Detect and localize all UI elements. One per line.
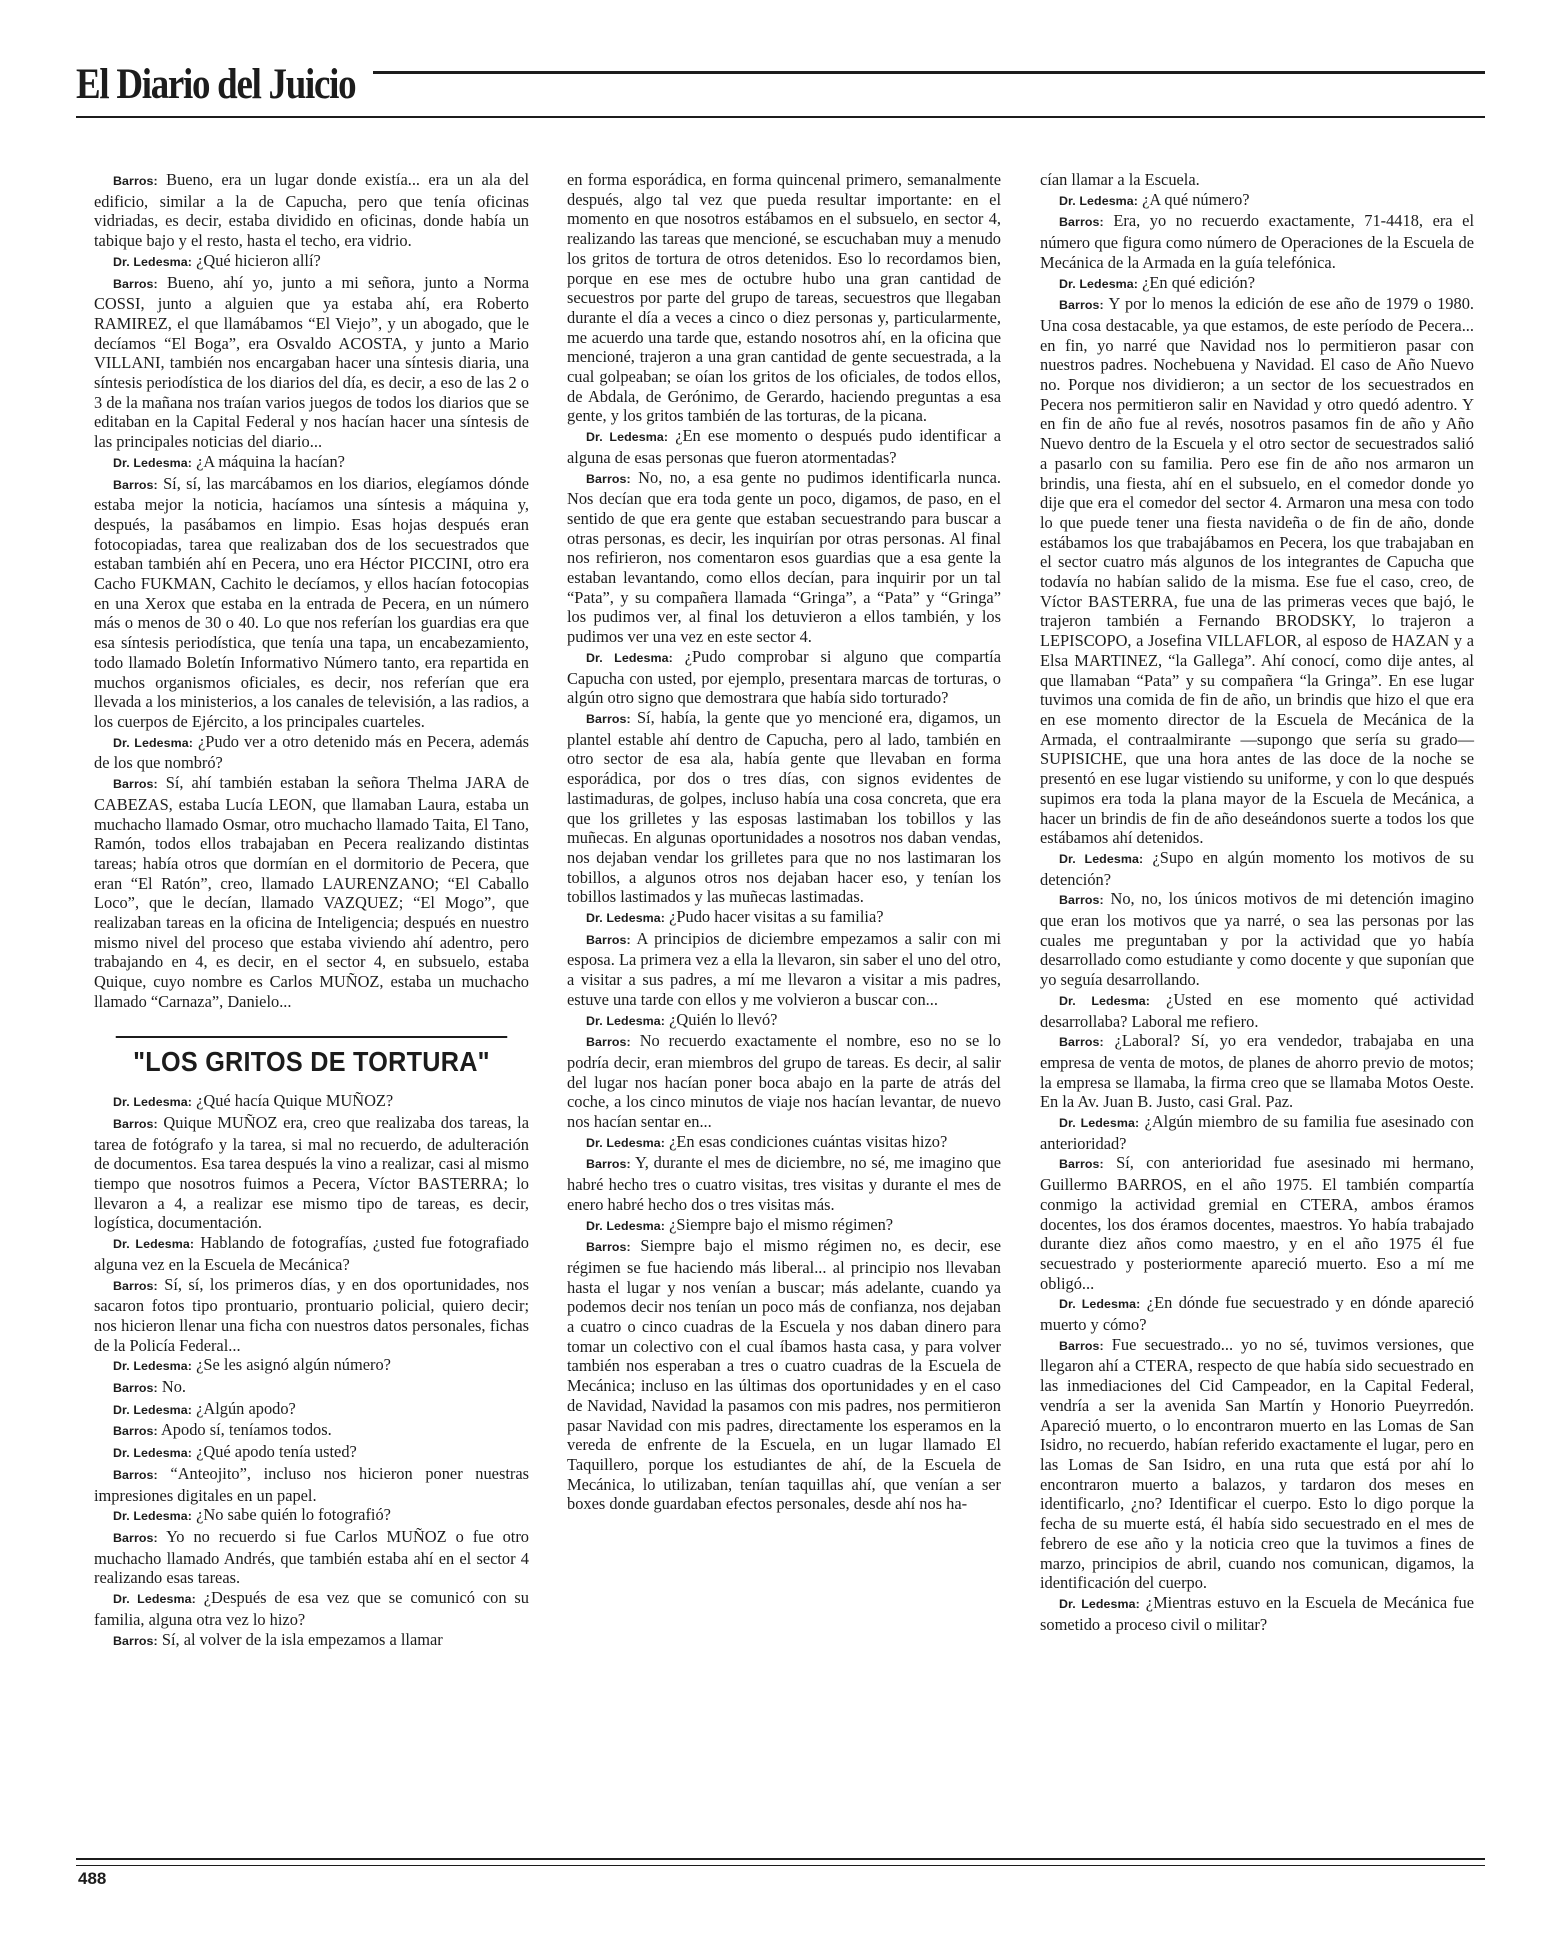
paragraph-text: Yo no recuerdo si fue Carlos MUÑOZ o fue otro muchacho llamado Andrés, que también estaba ahí en el sector 4 realizando esas tareas. [94, 1527, 529, 1588]
masthead-underline [76, 116, 1485, 118]
speaker-label: Dr. Ledesma: [586, 1013, 666, 1028]
speaker-label: Dr. Ledesma: [113, 1095, 193, 1110]
paragraph [567, 929, 1001, 1010]
paragraph [94, 1377, 529, 1399]
paragraph-text: ¿Usted en ese momento qué actividad desarrollaba? Laboral me refiero. [1040, 989, 1474, 1031]
speaker-label: Barros: [1059, 215, 1104, 230]
speaker-label: Dr. Ledesma: [1059, 1596, 1140, 1611]
paragraph-text: Sí, había, la gente que yo mencioné era, digamos, un plantel estable ahí dentro de Capucha, pero al lado, también en otro sector de esa ala, había gente que llevaban en forma esporádica, por dos o tres días, con signos evidentes de lastimaduras, de golpes, incluso había una cosa concreta, que era que los grilletes y las esposas lastimaban los tobillos y las muñecas. En algunas oportunidades a nosotros nos daban vendas, nos dejaban vendar los grilletes para que no nos lastimaran los tobillos, a algunos otros nos dejaban hacer eso, y tenían los tobillos lastimados y las muñecas lastimadas. [567, 707, 1001, 907]
column-3 [1040, 170, 1474, 1634]
speaker-label: Barros: [586, 932, 631, 947]
paragraph [94, 273, 529, 452]
paragraph-text: ¿Pudo ver a otro detenido más en Pecera, además de los que nombró? [94, 731, 529, 773]
paragraph-text: Sí, sí, las marcábamos en los diarios, elegíamos dónde estaba mejor la noticia, hacíamos una síntesis a máquina y, después, la pasábamos en limpio. Esas hojas después eran fotocopiadas, tarea que realizaban dos de los secuestrados que estaban también ahí en Pecera, uno era Héctor PICCINI, otro era Cacho FUKMAN, Cachito le decíamos, y ellos hacían fotocopias en una Xerox que estaba en la entrada de Pecera, en un número más o menos de 30 o 40. Lo que nos referían los guardias era que esa síntesis periodística, que tenía una tapa, un encabezamiento, todo llamado Boletín Informativo Número tanto, era repartida en muchos organismos oficiales, es decir, nos referían que era llevada a los ministerios, a los canales de televisión, a las radios, a los cuerpos de Ejército, a los principales cuarteles. [94, 473, 529, 731]
paragraph [94, 1399, 529, 1421]
paragraph-text: ¿En qué edición? [1138, 272, 1255, 292]
speaker-label: Dr. Ledesma: [113, 1359, 193, 1374]
speaker-label: Dr. Ledesma: [113, 455, 193, 470]
paragraph-text: ¿No sabe quién lo fotografió? [192, 1505, 391, 1525]
paragraph-text: ¿Algún apodo? [192, 1398, 296, 1418]
paragraph [567, 1031, 1001, 1132]
paragraph [94, 1505, 529, 1527]
paragraph [1040, 294, 1474, 848]
speaker-label: Barros: [113, 276, 158, 291]
column-1 [94, 170, 529, 1651]
paragraph [1040, 273, 1474, 295]
paragraph-text: ¿Mientras estuvo en la Escuela de Mecánica fue sometido a proceso civil o militar? [1040, 1592, 1474, 1634]
paragraph [94, 1464, 529, 1505]
speaker-label: Barros: [113, 777, 158, 792]
paragraph [1040, 889, 1474, 990]
paragraph [567, 426, 1001, 467]
paragraph [1040, 848, 1474, 889]
paragraph [567, 468, 1001, 647]
paragraph [94, 1113, 529, 1233]
speaker-label: Dr. Ledesma: [586, 1218, 666, 1233]
speaker-label: Barros: [113, 477, 158, 492]
speaker-label: Dr. Ledesma: [1059, 993, 1150, 1008]
paragraph-text: Bueno, ahí yo, junto a mi señora, junto a Norma COSSI, junto a alguien que ya estaba ahí, era Roberto RAMIREZ, el que llamábamos “El Viejo”, y un abogado, que le decíamos “El Boga”, era Osvaldo ACOSTA, y junto a Mario VILLANI, también nos encargaban hacer una síntesis diaria, una síntesis periodística de los diarios del día, es decir, a eso de las 2 o 3 de la mañana nos traían varios juegos de todos los diarios que se editaban en la Capital Federal y nos hacían hacer una síntesis de las principales noticias del diario... [94, 272, 529, 452]
speaker-label: Dr. Ledesma: [113, 1402, 193, 1417]
paragraph [94, 1588, 529, 1629]
paragraph [94, 1275, 529, 1356]
paragraph-text: ¿Pudo hacer visitas a su familia? [665, 907, 884, 927]
paragraph [1040, 1335, 1474, 1593]
speaker-label: Dr. Ledesma: [1059, 193, 1139, 208]
paragraph [1040, 1031, 1474, 1112]
paragraph-text: Quique MUÑOZ era, creo que realizaba dos tareas, la tarea de fotógrafo y la tarea, si mal no recuerdo, de adulteración de documentos. Esa tarea después la vino a realizar, casi al mismo tiempo que nosotros fuimos a Pecera, Víctor BASTERRA; lo llevaron a 4, a realizar ese mismo tipo de tareas, es decir, logística, documentación. [94, 1112, 529, 1233]
speaker-label: Dr. Ledesma: [113, 254, 193, 269]
paragraph [1040, 1153, 1474, 1293]
paragraph-continued: en forma esporádica, en forma quincenal primero, semanalmente después, algo tal vez que pueda resultar importante: en el momento en que nosotros estábamos en el subsuelo, en sector 4, realizando las tareas que mencioné, se escuchaban muy a menudo los gritos de tortura de otros detenidos. Eso lo recordamos bien, porque en ese mes de octubre hubo una gran cantidad de secuestros por parte del grupo de tareas, secuestros que llegaban durante el día a veces a cinco o diez personas y, particularmente, me acuerdo una tarde que, estando nosotros ahí, en la oficina que mencioné, trajeron a una gran cantidad de gente secuestrada, a la cual golpeaban; se oían los gritos de los oficiales, de todos ellos, de Abdala, de Gerónimo, de Gerardo, haciendo preguntas a esa gente, y los gritos también de las torturas, de la picana. [567, 170, 1001, 426]
paragraph [94, 474, 529, 732]
speaker-label: Dr. Ledesma: [1059, 851, 1144, 866]
paragraph [94, 452, 529, 474]
speaker-label: Dr. Ledesma: [586, 911, 666, 926]
speaker-label: Barros: [113, 1467, 158, 1482]
paragraph-text: ¿Quién lo llevó? [665, 1009, 778, 1029]
paragraph [94, 773, 529, 1011]
speaker-label: Barros: [113, 1424, 158, 1439]
speaker-label: Barros: [586, 711, 631, 726]
masthead-title: El Diario del Juicio [76, 61, 356, 108]
masthead-rule [373, 71, 1485, 74]
paragraph-text: Fue secuestrado... yo no sé, tuvimos versiones, que llegaron ahí a CTERA, respecto de que había sido secuestrado en las inmediaciones del Cid Campeador, en la Capital Federal, vendría a ser la avenida San Martín y Honorio Pueyrredón. Apareció muerto, o lo encontraron muerto en las Lomas de San Isidro, no recuerdo, habían referido exactamente el lugar, pero en las Lomas de San Isidro, en una ruta que está por ahí lo encontraron muerto a balazos, y tardaron dos meses en identificarlo, ¿no? Identificar el cuerpo. Esto lo digo porque la fecha de su muerte está, él había sido secuestrado en el mes de febrero de ese año y la noticia creo que la tuvimos a fines de marzo, principios de abril, cuando nos comunican, digamos, la identificación del cuerpo. [1040, 1334, 1474, 1593]
speaker-label: Barros: [113, 1278, 158, 1293]
speaker-label: Barros: [1059, 1338, 1104, 1353]
speaker-label: Dr. Ledesma: [113, 1592, 196, 1607]
paragraph-text: Hablando de fotografías, ¿usted fue fotografiado alguna vez en la Escuela de Mecánica? [94, 1233, 529, 1274]
paragraph [1040, 1293, 1474, 1334]
speaker-label: Dr. Ledesma: [113, 1446, 193, 1461]
paragraph [94, 1420, 529, 1442]
paragraph-text: “Anteojito”, incluso nos hicieron poner nuestras impresiones digitales en un papel. [94, 1463, 529, 1505]
paragraph-text: ¿A máquina la hacían? [192, 451, 345, 471]
speaker-label: Barros: [113, 1633, 158, 1648]
paragraph [94, 1233, 529, 1274]
speaker-label: Barros: [586, 471, 631, 486]
footer-rule [76, 1858, 1485, 1866]
speaker-label: Dr. Ledesma: [586, 1135, 666, 1150]
paragraph-text: ¿Siempre bajo el mismo régimen? [665, 1214, 894, 1234]
speaker-label: Barros: [113, 1381, 158, 1396]
paragraph-text: ¿Laboral? Sí, yo era vendedor, trabajaba en una empresa de venta de motos, de planes de ahorro previo de motos; la empresa se llamaba, la firma creo que se llamaba Motos Oeste. En la Av. Juan B. Justo, casi Gral. Paz. [1040, 1031, 1474, 1112]
paragraph-text: Sí, con anterioridad fue asesinado mi hermano, Guillermo BARROS, en el año 1975. El también compartía conmigo la actividad gremial en CTERA, ambos éramos docentes, los dos éramos docentes, maestros. Yo había trabajado durante diez años como maestro, y en el año 1975 él fue secuestrado y posteriormente apareció muerto. Eso a mí me obligó... [1040, 1153, 1474, 1293]
speaker-label: Dr. Ledesma: [113, 1237, 195, 1252]
paragraph-text: No recuerdo exactamente el nombre, eso no se lo podría decir, eran miembros del grupo de tareas. Es decir, al salir del lugar nos hacían poner boca abajo en la parte de atrás del coche, a los cinco minutos de viaje nos hacían levantar, de nuevo nos hacían sentar en... [567, 1031, 1001, 1132]
column-2 [567, 170, 1001, 1514]
paragraph [567, 708, 1001, 907]
speaker-label: Barros: [1059, 298, 1104, 313]
speaker-label: Barros: [113, 1531, 158, 1545]
paragraph [567, 647, 1001, 708]
paragraph-text: ¿Supo en algún momento los motivos de su detención? [1040, 847, 1474, 889]
speaker-label: Barros: [586, 1157, 631, 1172]
paragraph-text: ¿A qué número? [1138, 189, 1250, 209]
paragraph-text: ¿En ese momento o después pudo identificar a alguna de esas personas que fueron atormentadas? [567, 426, 1001, 467]
paragraph [567, 1215, 1001, 1237]
paragraph [567, 907, 1001, 929]
paragraph [94, 251, 529, 273]
paragraph-text: Y, durante el mes de diciembre, no sé, me imagino que habré hecho tres o cuatro visitas, tres visitas y durante el mes de enero habré hecho dos o tres visitas más. [567, 1153, 1001, 1214]
speaker-label: Dr. Ledesma: [113, 1509, 193, 1524]
masthead [76, 58, 1485, 128]
paragraph-text: Sí, al volver de la isla empezamos a llamar [157, 1629, 443, 1649]
paragraph-text: Era, yo no recuerdo exactamente, 71-4418, era el número que figura como número de Operaciones de la Escuela de Mecánica de la Armada en la guía telefónica. [1040, 211, 1474, 272]
paragraph [94, 1355, 529, 1377]
paragraph-text: ¿Qué hicieron allí? [192, 250, 321, 270]
paragraph-text: ¿Después de esa vez que se comunicó con su familia, alguna otra vez lo hizo? [94, 1588, 529, 1629]
paragraph-text: ¿Qué hacía Quique MUÑOZ? [192, 1091, 394, 1111]
speaker-label: Dr. Ledesma: [586, 430, 669, 445]
paragraph [1040, 190, 1474, 212]
paragraph [94, 1630, 529, 1652]
speaker-label: Barros: [1059, 1157, 1104, 1172]
speaker-label: Dr. Ledesma: [1059, 276, 1139, 291]
paragraph-continued: cían llamar a la Escuela. [1040, 170, 1200, 189]
paragraph-text: Bueno, era un lugar donde existía... era un ala del edificio, similar a la de Capucha, pero que tenía oficinas vidriadas, es decir, estaba dividido en oficinas, donde había un tabique bajo y el resto, hasta el techo, era vidrio. [94, 170, 529, 251]
paragraph [567, 1010, 1001, 1032]
paragraph [567, 1132, 1001, 1154]
paragraph [567, 1236, 1001, 1514]
paragraph-text: ¿En dónde fue secuestrado y en dónde apareció muerto y cómo? [1040, 1293, 1474, 1335]
paragraph-text: Sí, ahí también estaban la señora Thelma JARA de CABEZAS, estaba Lucía LEON, que llamaban Laura, estaba un muchacho llamado Osmar, otro muchacho llamado Taita, El Tano, Ramón, todos ellos trabajaban en Pecera realizando distintas tareas; había otros que dormían en el dormitorio de Pecera, que eran “El Ratón”, creo, llamado LAURENZANO; “El Caballo Loco”, que le decían, llamado VAZQUEZ; “El Mogo”, que realizaban tareas en la oficina de Inteligencia; después en nuestro mismo nivel del proceso que estaba viviendo ahí adentro, pero trabajando en 4, es decir, en el sector 4, en subsuelo, estaba Quique, cuyo nombre es Carlos MUÑOZ, estaba un muchacho llamado “Carnaza”, Danielo... [94, 773, 529, 1011]
speaker-label: Barros: [586, 1240, 631, 1255]
paragraph-text: ¿Qué apodo tenía usted? [192, 1442, 357, 1462]
paragraph-text: A principios de diciembre empezamos a salir con mi esposa. La primera vez a ella la llevaron, sin saber el uno del otro, a visitar a sus padres, a mí me llevaron a visitar a mis padres, estuve una tarde con ellos y me volvieron a buscar con... [567, 928, 1001, 1009]
paragraph [1040, 1112, 1474, 1153]
paragraph [1040, 1593, 1474, 1634]
paragraph-text: Apodo sí, teníamos todos. [157, 1420, 332, 1440]
paragraph [1040, 211, 1474, 272]
paragraph [1040, 990, 1474, 1031]
speaker-label: Dr. Ledesma: [1059, 1116, 1140, 1131]
paragraph-text: ¿Pudo comprobar si alguno que compartía Capucha con usted, por ejemplo, presentara marcas de torturas, o algún otro signo que demostrara que había sido torturado? [567, 646, 1001, 708]
paragraph [94, 1442, 529, 1464]
paragraph [567, 1153, 1001, 1214]
paragraph-text: No, no, los únicos motivos de mi detención imagino que eran los motivos que ya narré, o sea las personas por las cuales me preguntaban y por la actividad que yo había desarrollado como estudiante y como docente y que suponían que yo seguía desarrollando. [1040, 889, 1474, 990]
speaker-label: Barros: [586, 1035, 631, 1050]
paragraph [94, 732, 529, 773]
paragraph-text: No. [157, 1377, 187, 1397]
speaker-label: Barros: [113, 174, 158, 188]
paragraph-text: ¿Se les asignó algún número? [192, 1355, 391, 1375]
paragraph [94, 1527, 529, 1588]
page-number: 488 [78, 1869, 107, 1888]
paragraph-text: No, no, a esa gente no pudimos identificarla nunca. Nos decían que era toda gente un poco, digamos, de paso, en el sentido de que era gente que estaban secuestrando para buscar a otras personas, es decir, les inquirían por otras personas. Al final nos refirieron, nos comentaron esos guardias que a esa gente la estaban levantando, como ellos decían, para inquirir por un tal “Pata”, y su compañera llamada “Gringa”, a “Pata” y “Gringa” los pudimos ver, al final los detuvieron a ellos también, y los pudimos ver una vez en este sector 4. [567, 467, 1001, 647]
paragraph [94, 1091, 529, 1113]
paragraph [94, 170, 529, 251]
speaker-label: Dr. Ledesma: [113, 735, 193, 750]
speaker-label: Barros: [113, 1116, 158, 1131]
speaker-label: Barros: [1059, 1035, 1104, 1050]
section-heading: "LOS GRITOS DE TORTURA" [116, 1036, 508, 1072]
paragraph-text: ¿En esas condiciones cuántas visitas hizo? [665, 1131, 948, 1151]
paragraph-text: Sí, sí, los primeros días, y en dos oportunidades, nos sacaron fotos tipo prontuario, prontuario policial, quiero decir; nos hicieron llenar una ficha con nuestros datos personales, fichas de la Policía Federal... [94, 1274, 529, 1355]
speaker-label: Barros: [1059, 893, 1104, 908]
paragraph-text: Y por lo menos la edición de ese año de 1979 o 1980. Una cosa destacable, ya que estamos, de este período de Pecera... en fin, yo narré que Navidad nos lo permitieron pasar con nuestros padres. Nochebuena y Navidad. El caso de Año Nuevo no. Porque nos dividieron; a un sector de los secuestrados en Pecera nos permitieron salir en Navidad y otro quedó adentro. Y en fin de año fue al revés, nosotros pasamos fin de año y Año Nuevo dentro de la Escuela y el otro sector de secuestrados salió a pasarlo con su familia. Pero ese fin de año nos armaron un brindis, una fiesta, ahí en el subsuelo, en el comedor donde yo dije que era el comedor del sector 4. Armaron una mesa con todo lo que puede tener una fiesta navideña o de fin de año, donde estábamos los que trabajábamos en Pecera, los que trabajaban en el sector cuatro más algunos de los integrantes de Capucha que todavía no habían salido de la misma. Ese fue el caso, creo, de Víctor BASTERRA, fue una de las primeras veces que bajó, le trajeron también a Fernando BRODSKY, lo trajeron a LEPISCOPO, a Josefina VILLAFLOR, al esposo de HAZAN y a Elsa MARTINEZ, “la Gallega”. Ahí conocí, como dije antes, al que llamaban “Pata” y su compañera “la Gringa”. En ese lugar tuvimos una comida de fin de año, un brindis que hizo el que era en ese momento director de la Escuela de Mecánica de la Armada, el contraalmirante —supongo que sería su grado— SUPISICHE, que una hora antes de las doce de la noche se presentó en ese lugar vistiendo su uniforme, y con lo que después supimos era toda la plana mayor de la Escuela de Mecánica, a hacer un brindis de fin de año deseándonos suerte a todos los que estábamos ahí detenidos. [1040, 294, 1474, 848]
paragraph-text: Siempre bajo el mismo régimen no, es decir, ese régimen se fue haciendo más liberal... al principio nos llevaban hasta el lugar y nos venían a buscar; más adelante, cuando ya podemos decir nos tenían un poco más de confianza, nos dejaban a cuatro o cinco cuadras de la Escuela y nos daban dinero para tomar un colectivo con el cual íbamos hasta casa, y para volver también nos esperaban a tres o cuatro cuadras de la Escuela de Mecánica; incluso en las últimas dos oportunidades y en el caso de Navidad, Navidad la pasamos con mis padres, nos permitieron pasar Navidad con mis padres, directamente los esperamos en la vereda de enfrente de la Escuela, en un lugar llamado El Taquillero, porque los estudiantes de ahí, de la Escuela de Mecánica, lo utilizaban, tenían taquillas ahí, que venían a ser boxes donde guardaban efectos personales, desde ahí nos ha- [567, 1236, 1001, 1514]
paragraph-text: ¿Algún miembro de su familia fue asesinado con anterioridad? [1040, 1112, 1474, 1153]
speaker-label: Dr. Ledesma: [586, 650, 673, 665]
speaker-label: Dr. Ledesma: [1059, 1297, 1141, 1312]
